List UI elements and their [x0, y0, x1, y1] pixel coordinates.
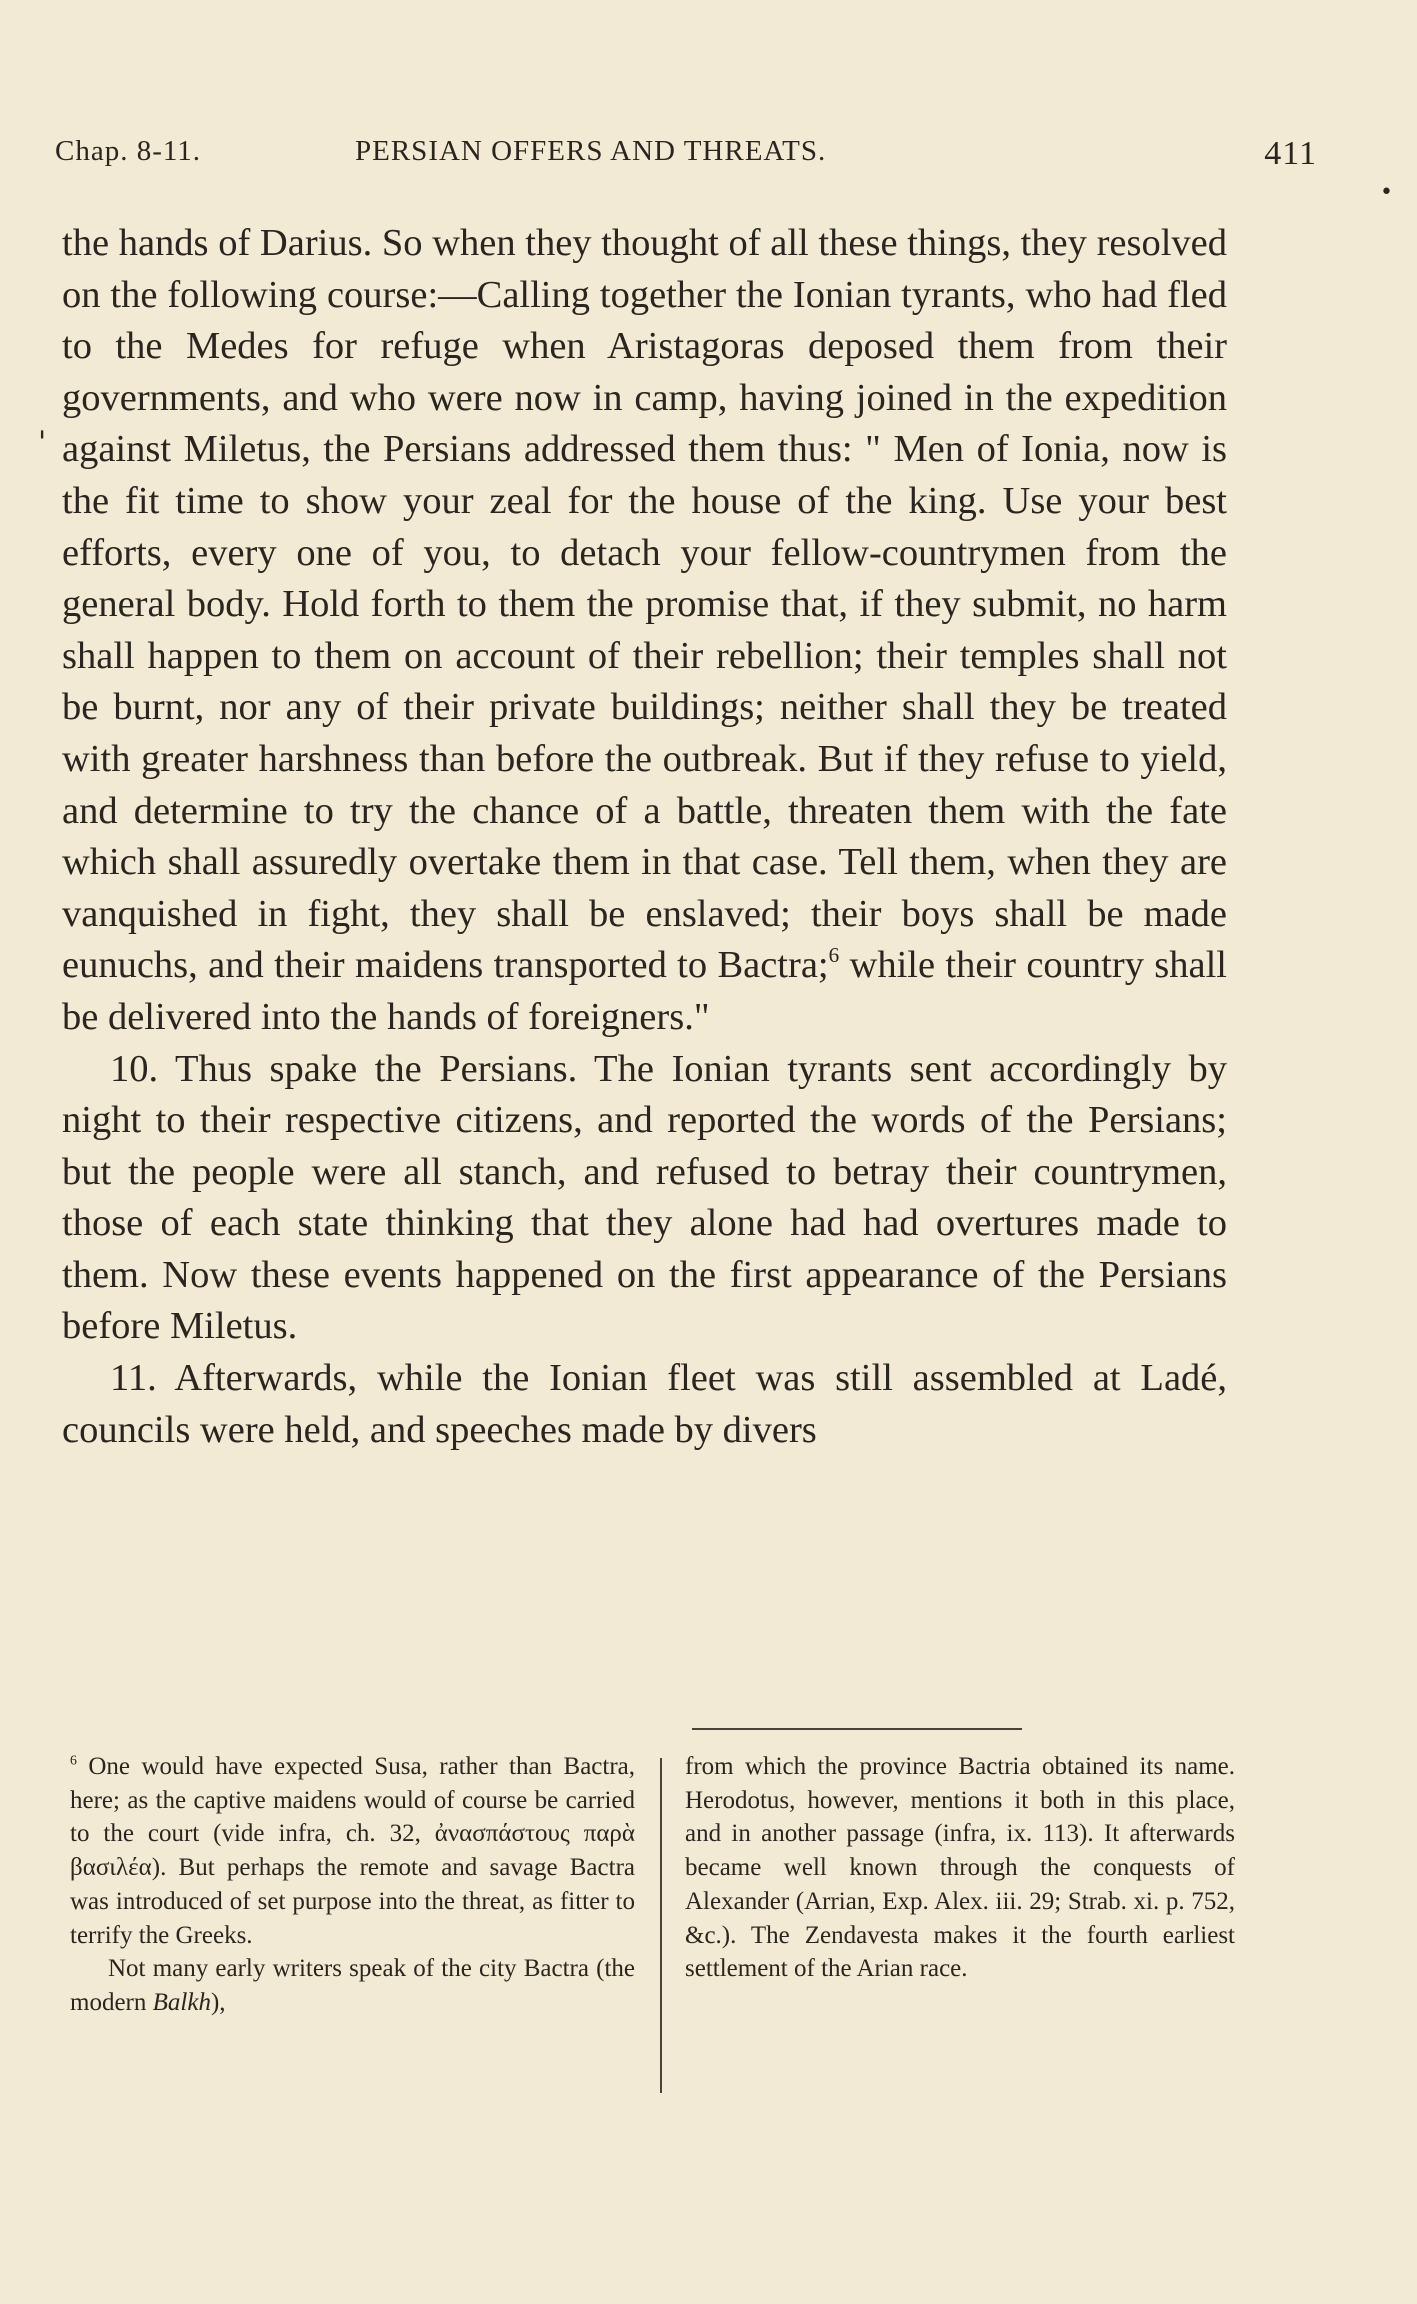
chapter-reference: Chap. 8-11.: [55, 135, 202, 167]
footnote-rule: [692, 1728, 1022, 1730]
footnote-text: One would have expected Susa, rather than Bactra, here; as the captive maidens would of course be carried to the court (vide infra, ch. 32, ἀνασπάστους παρὰ βασιλέα). But perhaps the remote and savage Bactra was introduced of set purpose into the threat, as fitter to terrify the Greeks.: [70, 1753, 635, 1949]
running-title: PERSIAN OFFERS AND THREATS.: [355, 135, 827, 167]
margin-mark: ': [38, 425, 47, 460]
paragraph-text: the hands of Darius. So when they thought of all these things, they resolved on the following course:—Calling together the Ionian tyrants, who had fled to the Medes for refuge when Aristagoras deposed them from their governments, and who were now in camp, having joined in the expedition against Miletus, the Persians addressed them thus: " Men of Ionia, now is the fit time to show your zeal for the house of the king. Use your best efforts, every one of you, to detach your fellow-countrymen from the general body. Hold forth to them the promise that, if they submit, no harm shall happen to them on account of their rebellion; their temples shall not be burnt, nor any of their private buildings; neither shall they be treated with greater harshness than before the outbreak. But if they refuse to yield, and determine to try the chance of a battle, threaten them with the fate which shall assuredly overtake them in that case. Tell them, when they are vanquished in fight, they shall be enslaved; their boys shall be made eunuchs, and their maidens transported to Bactra;: [62, 222, 1227, 987]
footnote-column-left: [70, 1750, 635, 2020]
footnote-paragraph: [70, 1952, 635, 2019]
paragraph: 11. Afterwards, while the Ionian fleet was still assembled at Ladé, councils were held, and speeches made by divers: [62, 1357, 1227, 1451]
paragraph-text: while their country shall be delivered into the hands of foreigners.": [62, 944, 1228, 1038]
footnote-paragraph: from which the province Bactria obtained its name. Herodotus, however, mentions it both in this place, and in another passage (infra, ix. 113). It afterwards became well known through the conquests of Alexander (Arrian, Exp. Alex. iii. 29; Strab. xi. p. 752, &c.). The Zendavesta makes it the fourth earliest settlement of the Arian race.: [685, 1753, 1235, 1983]
footnote-marker: 6: [70, 1752, 77, 1768]
margin-mark: •: [1380, 180, 1393, 205]
footnote-reference: 6: [828, 943, 840, 968]
footnote-text: Not many early writers speak of the city Bactra (the modern: [70, 1955, 635, 2016]
main-text: [62, 218, 1227, 1456]
footnote-italic: Balkh: [152, 1988, 211, 2016]
footnote-paragraph: [70, 1750, 635, 1952]
paragraph: 10. Thus spake the Persians. The Ionian tyrants sent accordingly by night to their respective citizens, and reported the words of the Persians; but the people were all stanch, and refused to betray their countrymen, those of each state thinking that they alone had had overtures made to them. Now these events happened on the first appearance of the Persians before Miletus.: [62, 1047, 1227, 1348]
running-header: [55, 135, 1317, 175]
column-divider: [660, 1758, 662, 2093]
page-number: 411: [1264, 135, 1317, 172]
footnote-column-right: [685, 1750, 1235, 1986]
paragraph: [62, 218, 1227, 1044]
footnote-text: ),: [210, 1988, 226, 2016]
